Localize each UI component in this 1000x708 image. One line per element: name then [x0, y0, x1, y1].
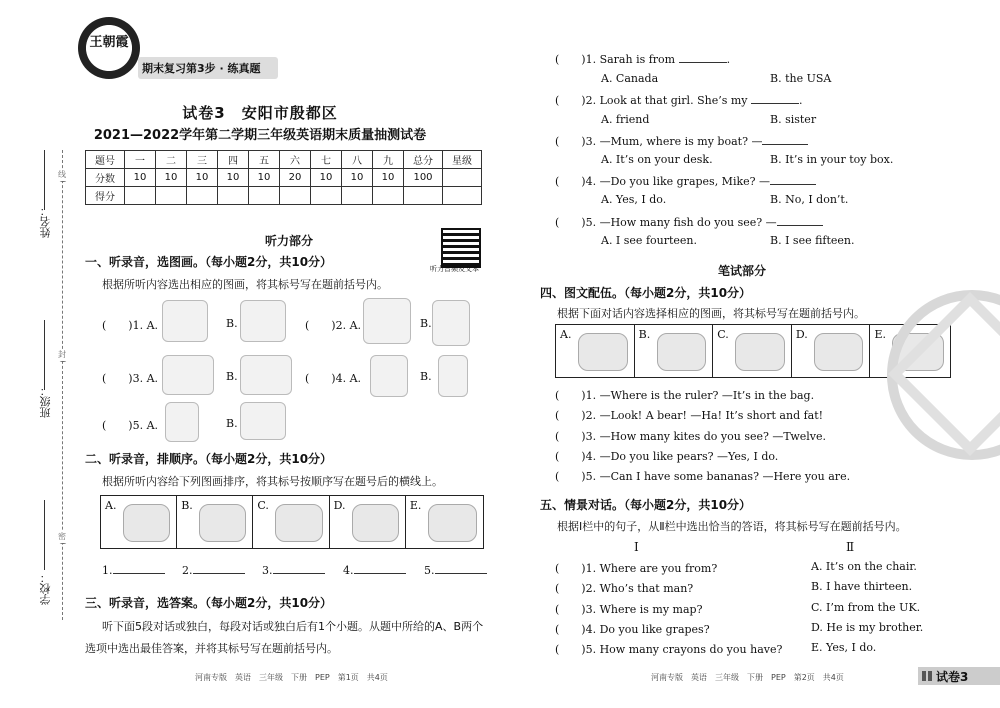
rabbit-picture [438, 355, 468, 397]
s1-item-4b: B. [420, 370, 432, 383]
earned-cell [404, 187, 443, 205]
grapes-picture [165, 402, 199, 442]
score-table [85, 150, 482, 205]
s3-q1-option-a: A. Canada [601, 72, 659, 85]
s5-left-1: ( )1. Where are you from? [555, 562, 718, 575]
answer-line[interactable] [435, 563, 487, 574]
picture-cell-b [177, 496, 253, 548]
column-header: 一 [125, 151, 156, 169]
s5-right-b: B. I have thirteen. [811, 580, 913, 593]
paper-subtitle: 2021—2022学年第二学期三年级英语期末质量抽测试卷 [93, 128, 427, 143]
s1-item-1b: B. [226, 317, 238, 330]
answer-line[interactable] [751, 93, 799, 104]
order-number: 4. [343, 564, 354, 577]
score-cell: 10 [125, 169, 156, 187]
answer-line[interactable] [354, 563, 406, 574]
section4-instruction: 根据下面对话内容选择相应的图画，将其标号写在题前括号内。 [557, 307, 865, 320]
picture-cell-e [406, 496, 483, 548]
binding-mark-bot: 密 [55, 531, 69, 543]
publisher-logo [78, 17, 140, 79]
question-text: ( )1. Sarah is from [555, 53, 676, 66]
s3-q4-option-a: A. Yes, I do. [601, 193, 667, 206]
order-number: 3. [262, 564, 273, 577]
column-header: 四 [218, 151, 249, 169]
paper-badge-text: 试卷3 [936, 670, 969, 684]
school-label: 学校： [39, 572, 52, 605]
order-blank-2[interactable] [182, 563, 245, 577]
binding-mark-top: 线 [55, 169, 69, 181]
class-label: 班级： [39, 385, 52, 418]
s5-right-c: C. I’m from the UK. [811, 601, 921, 614]
section3-title: 三、听录音，选答案。（每小题2分，共10分） [85, 596, 333, 610]
s5-right-d: D. He is my brother. [811, 621, 924, 634]
s1-item-5b: B. [226, 417, 238, 430]
cell-letter: C. [257, 499, 269, 512]
binding-line [62, 150, 63, 620]
column-1-header: Ⅰ [634, 540, 639, 554]
order-blank-1[interactable] [102, 563, 165, 577]
cell-letter: D. [333, 499, 346, 512]
s3-q3-option-b: B. It’s in your toy box. [770, 153, 894, 166]
answer-line[interactable] [679, 52, 727, 63]
badge-dots-icon [922, 671, 932, 681]
section1-instruction: 根据所听内容选出相应的图画，将其标号写在题前括号内。 [102, 278, 388, 291]
picture-cell-b [635, 325, 714, 377]
s3-q1-option-b: B. the USA [770, 72, 832, 85]
row-header: 分数 [86, 169, 125, 187]
section5-title: 五、情景对话。（每小题2分，共10分） [540, 498, 752, 512]
s3-q3-option-a: A. It’s on your desk. [601, 153, 713, 166]
section2-instruction: 根据所听内容给下列图画排序，将其标号按顺序写在题号后的横线上。 [102, 475, 443, 488]
row-header: 得分 [86, 187, 125, 205]
cell-letter: E. [874, 328, 886, 341]
s1-item-5a: ( )5. A. [102, 419, 159, 432]
s4-item-3: ( )3. —How many kites do you see? —Twelve. [555, 430, 826, 443]
answer-line[interactable] [193, 563, 245, 574]
column-header: 二 [156, 151, 187, 169]
earned-cell [156, 187, 187, 205]
row-header: 题号 [86, 151, 125, 169]
s4-item-2: ( )2. —Look! A bear! —Ha! It’s short and fat! [555, 409, 824, 422]
s4-item-1: ( )1. —Where is the ruler? —It’s in the bag. [555, 389, 815, 402]
s5-left-4: ( )4. Do you like grapes? [555, 623, 710, 636]
score-cell: 100 [404, 169, 443, 187]
s3-question-1 [555, 51, 730, 67]
box-picture [352, 504, 399, 542]
qr-code[interactable] [441, 228, 481, 268]
cell-letter: B. [181, 499, 193, 512]
paper-title: 试卷3 安阳市殷都区 [182, 104, 338, 122]
s5-left-5: ( )5. How many crayons do you have? [555, 643, 783, 656]
bear-picture [657, 333, 707, 371]
answer-line[interactable] [777, 215, 823, 226]
order-blank-3[interactable] [262, 563, 325, 577]
order-number: 5. [424, 564, 435, 577]
footer-left: 河南专版 英语 三年级 下册 PEP 第1页 共4页 [195, 673, 388, 682]
section5-instruction: 根据Ⅰ栏中的句子，从Ⅱ栏中选出恰当的答语，将其标号写在题前括号内。 [557, 520, 907, 533]
score-cell: 10 [342, 169, 373, 187]
score-cell: 10 [218, 169, 249, 187]
s3-q2-option-a: A. friend [601, 113, 650, 126]
section2-picture-strip [100, 495, 484, 549]
s3-question-5 [555, 214, 823, 230]
qr-caption: 听力音频及文本 [430, 265, 479, 273]
binding-mark-mid: 封 [55, 349, 69, 361]
s5-right-e: E. Yes, I do. [811, 641, 877, 654]
s5-left-3: ( )3. Where is my map? [555, 603, 703, 616]
order-blank-5[interactable] [424, 563, 487, 577]
section3-instruction-1: 听下面5段对话或独白，每段对话或独白后有1个小题。从题中所给的A、B两个 [102, 620, 484, 633]
question-end: . [798, 94, 803, 107]
column-header: 九 [373, 151, 404, 169]
score-cell: 10 [311, 169, 342, 187]
s1-item-3b: B. [226, 370, 238, 383]
picture-cell-c [253, 496, 329, 548]
s3-q5-option-a: A. I see fourteen. [601, 234, 697, 247]
cell-letter: D. [795, 328, 808, 341]
school-underline [44, 500, 45, 570]
score-cell: 10 [156, 169, 187, 187]
desk-picture [162, 355, 214, 395]
desk-with-toy-picture [240, 355, 292, 395]
s3-q4-option-b: B. No, I don’t. [770, 193, 849, 206]
earned-cell [249, 187, 280, 205]
score-cell: 10 [187, 169, 218, 187]
footer-right: 河南专版 英语 三年级 下册 PEP 第2页 共4页 [651, 673, 844, 682]
earned-cell [311, 187, 342, 205]
s3-question-2 [555, 92, 802, 108]
column-header: 六 [280, 151, 311, 169]
bridge-picture [162, 300, 208, 342]
score-cell [443, 169, 482, 187]
s1-item-2b: B. [420, 317, 432, 330]
question-text: ( )4. —Do you like grapes, Mike? — [555, 175, 771, 188]
score-cell: 20 [280, 169, 311, 187]
s5-left-2: ( )2. Who’s that man? [555, 582, 694, 595]
picture-cell-a [556, 325, 635, 377]
s5-right-a: A. It’s on the chair. [811, 560, 917, 573]
column-2-header: Ⅱ [846, 540, 855, 554]
cell-letter: C. [717, 328, 729, 341]
question-text: ( )2. Look at that girl. She’s my [555, 94, 748, 107]
name-underline [44, 150, 45, 210]
column-header: 三 [187, 151, 218, 169]
question-end: . [726, 53, 731, 66]
s3-q2-option-b: B. sister [770, 113, 817, 126]
s1-item-1a: ( )1. A. [102, 319, 159, 332]
picture-cell-d [330, 496, 406, 548]
column-header: 七 [311, 151, 342, 169]
cell-letter: A. [105, 499, 117, 512]
listening-heading: 听力部分 [265, 234, 314, 248]
name-label: 姓名： [39, 205, 52, 238]
pears-basket-picture [578, 333, 628, 371]
order-number: 1. [102, 564, 113, 577]
watermelon-picture [240, 402, 286, 440]
column-header: 五 [249, 151, 280, 169]
earned-cell [373, 187, 404, 205]
order-number: 2. [182, 564, 193, 577]
cell-letter: E. [409, 499, 422, 512]
s3-q5-option-b: B. I see fifteen. [770, 234, 855, 247]
panda-picture [370, 355, 408, 397]
tower-picture [240, 300, 286, 342]
s3-question-3 [555, 133, 808, 149]
s1-item-4a: ( )4. A. [305, 372, 362, 385]
grandma-picture [363, 298, 411, 344]
question-text: ( )5. —How many fish do you see? — [555, 216, 777, 229]
answer-line[interactable] [273, 563, 325, 574]
boy-picture [432, 300, 470, 346]
answer-line[interactable] [770, 174, 816, 185]
watermelons-picture [199, 504, 246, 542]
s1-item-2a: ( )2. A. [305, 319, 362, 332]
s3-question-4 [555, 173, 816, 189]
score-table-row [86, 151, 482, 169]
class-underline [44, 320, 45, 390]
score-cell: 10 [373, 169, 404, 187]
cell-letter: B. [638, 328, 651, 341]
column-header: 总分 [404, 151, 443, 169]
earned-cell [342, 187, 373, 205]
order-blank-4[interactable] [343, 563, 406, 577]
oranges-picture [275, 504, 322, 542]
cell-letter: A. [560, 328, 572, 341]
score-cell: 10 [249, 169, 280, 187]
picture-cell-c [713, 325, 792, 377]
grandpa-picture [428, 504, 477, 542]
score-table-row [86, 169, 482, 187]
logo-text: 王朝霞 [89, 35, 129, 50]
bananas-picture [735, 333, 785, 371]
section2-title: 二、听录音，排顺序。（每小题2分，共10分） [85, 452, 333, 466]
earned-cell [280, 187, 311, 205]
answer-line[interactable] [762, 134, 808, 145]
s4-item-4: ( )4. —Do you like pears? —Yes, I do. [555, 450, 779, 463]
column-header: 星级 [443, 151, 482, 169]
question-text: ( )3. —Mum, where is my boat? — [555, 135, 763, 148]
picture-cell-a [101, 496, 177, 548]
writing-heading: 笔试部分 [718, 264, 767, 278]
earned-cell [218, 187, 249, 205]
ruler-in-bag-picture [814, 333, 864, 371]
column-header: 八 [342, 151, 373, 169]
earned-cell [125, 187, 156, 205]
review-ribbon-text: 期末复习第3步 · 练真题 [142, 62, 261, 75]
earned-cell [443, 187, 482, 205]
section3-instruction-2: 选项中选出最佳答案，并将其标号写在题前括号内。 [85, 642, 338, 655]
s1-item-3a: ( )3. A. [102, 372, 159, 385]
earned-cell [187, 187, 218, 205]
section4-title: 四、图文配伍。（每小题2分，共10分） [540, 286, 752, 300]
picture-cell-d [792, 325, 871, 377]
s4-item-5: ( )5. —Can I have some bananas? —Here you are. [555, 470, 851, 483]
score-table-row [86, 187, 482, 205]
giraffe-picture [123, 504, 170, 542]
section1-title: 一、听录音，选图画。（每小题2分，共10分） [85, 255, 333, 269]
answer-line[interactable] [113, 563, 165, 574]
